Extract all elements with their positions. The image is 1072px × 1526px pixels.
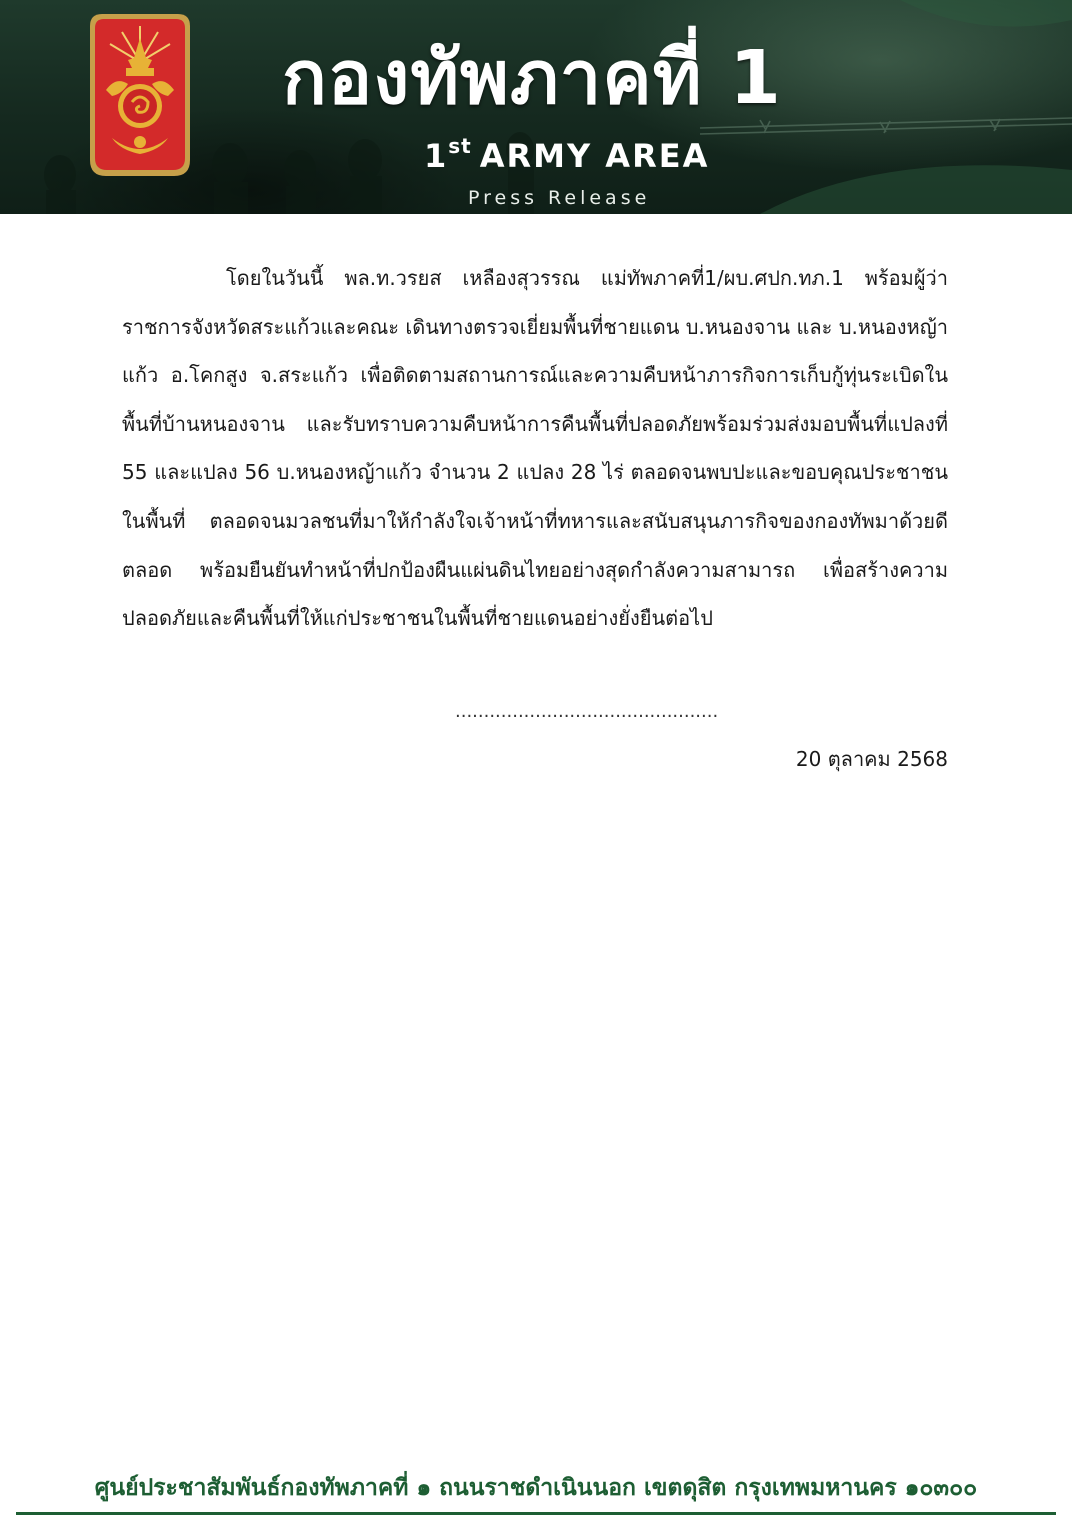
header-banner: [0, 0, 1072, 214]
dotted-separator: ..............................................: [455, 701, 719, 722]
banner-subtitle-english: [424, 126, 709, 176]
subtitle-number: 1: [424, 137, 449, 175]
footer-divider: [16, 1512, 1056, 1515]
subtitle-ordinal: st: [448, 134, 472, 158]
press-release-label: Press Release: [468, 187, 651, 209]
press-release-body: [122, 254, 948, 643]
release-date: 20 ตุลาคม 2568: [795, 747, 948, 771]
footer-address: ศูนย์ประชาสัมพันธ์กองทัพภาคที่ ๑ ถนนราชดำเนินนอก เขตดุสิต กรุงเทพมหานคร ๑๐๓๐๐: [94, 1475, 978, 1501]
first-army-area-emblem-icon: [82, 10, 198, 180]
subtitle-text: ARMY AREA: [479, 137, 710, 175]
banner-title-thai: กองทัพภาคที่ 1: [282, 35, 782, 121]
body-paragraph: โดยในวันนี้ พล.ท.วรยส เหลืองสุวรรณ แม่ทัพภาคที่1/ผบ.ศปก.ทภ.1 พร้อมผู้ว่าราชการจังหวัดสระแก้วและคณะ เดินทางตรวจเยี่ยมพื้นที่ชายแดน บ.หนองจาน และ บ.หนองหญ้าแก้ว อ.โคกสูง จ.สระแก้ว เพื่อติดตามสถานการณ์และความคืบหน้าภารกิจการเก็บกู้ทุ่นระเบิดในพื้นที่บ้านหนองจาน และรับทราบความคืบหน้าการคืนพื้นที่ปลอดภัยพร้อมร่วมส่งมอบพื้นที่แปลงที่ 55 และแปลง 56 บ.หนองหญ้าแก้ว จำนวน 2 แปลง 28 ไร่ ตลอดจนพบปะและขอบคุณประชาชนในพื้นที่ ตลอดจนมวลชนที่มาให้กำลังใจเจ้าหน้าที่ทหารและสนับสนุนภารกิจของกองทัพมาด้วยดีตลอด พร้อมยืนยันทำหน้าที่ปกป้องผืนแผ่นดินไทยอย่างสุดกำลังความสามารถ เพื่อสร้างความปลอดภัยและคืนพื้นที่ให้แก่ประชาชนในพื้นที่ชายแดนอย่างยั่งยืนต่อไป: [122, 266, 948, 631]
